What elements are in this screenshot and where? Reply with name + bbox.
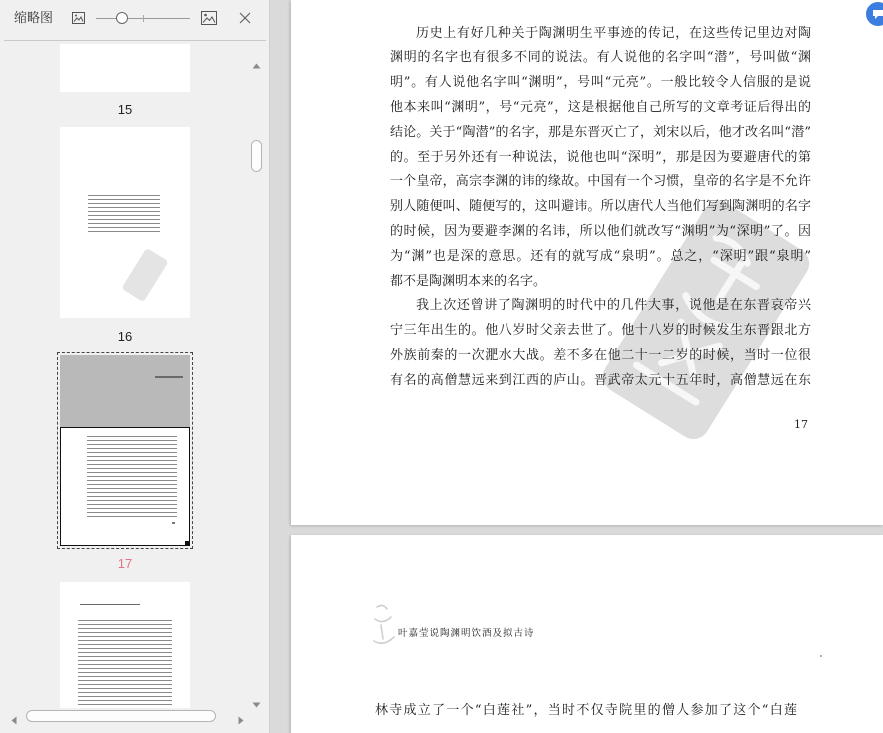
document-viewer[interactable] <box>270 0 883 733</box>
thumbnail-text-lines <box>88 195 160 232</box>
thumbnail-vertical-scrollbar[interactable] <box>250 52 263 707</box>
page-number: 17 <box>794 418 808 431</box>
viewport-resize-handle[interactable] <box>185 541 190 546</box>
thumbnail-page[interactable] <box>60 44 190 92</box>
thumbnail-running-header <box>155 376 183 378</box>
thumbnail-list <box>0 44 248 708</box>
thumbnail-page[interactable] <box>60 582 190 708</box>
thumbnail-watermark <box>121 248 168 302</box>
scroll-left-arrow-icon[interactable] <box>11 712 17 730</box>
thumbnail-label: 16 <box>117 329 133 344</box>
floating-assistant-button[interactable] <box>866 2 883 26</box>
scroll-down-arrow-icon[interactable] <box>252 695 261 713</box>
thumbnail-panel <box>0 0 270 733</box>
vertical-scroll-thumb[interactable] <box>251 140 262 172</box>
text-line: 都不是陶渊明本来的名字。 <box>390 273 547 289</box>
floating-button-clip <box>866 2 883 26</box>
thumbnail-offscreen-shade <box>60 355 190 427</box>
text-line: 结论。关于“陶潜”的名字，那是东晋灭亡了，刘宋以后，他才改名叫“潜” <box>390 124 811 140</box>
thumbnail-label-selected: 17 <box>117 556 133 571</box>
scroll-right-arrow-icon[interactable] <box>238 712 244 730</box>
text-line: 一个皇帝，高宗李渊的讳的缘故。中国有一个习惯，皇帝的名字是不允许 <box>390 174 811 190</box>
slider-thumb[interactable] <box>116 12 128 24</box>
thumbnail-size-slider[interactable] <box>96 10 190 26</box>
text-line: 历史上有好几种关于陶渊明生平事迹的传记，在这些传记里边对陶 <box>416 25 811 41</box>
thumbnail-page[interactable] <box>60 127 190 318</box>
thumbnail-horizontal-scrollbar[interactable] <box>8 709 248 723</box>
header-ornament-icon <box>371 601 397 651</box>
text-line: 别人随便叫、随便写的，这叫避讳。所以唐代人当他们写到陶渊明的名字 <box>390 199 811 215</box>
document-page <box>291 0 883 525</box>
page-speck <box>820 655 822 657</box>
text-line: 为“渊”也是深的意思。还有的就写成“泉明”。总之，“深明”跟“泉明” <box>390 248 811 264</box>
image-small-icon[interactable] <box>72 12 85 24</box>
thumbnail-text-lines <box>78 620 172 708</box>
thumbnail-label: 15 <box>117 102 133 117</box>
text-line: 渊明的名字也有很多不同的说法。有人说他的名字叫“潜”，号叫做“渊 <box>390 50 811 66</box>
text-line: 我上次还曾讲了陶渊明的时代中的几件大事，说他是在东晋哀帝兴 <box>416 298 811 314</box>
panel-header-divider <box>4 40 266 41</box>
thumbnail-panel-title: 缩略图 <box>14 10 54 25</box>
image-large-icon[interactable] <box>201 11 217 25</box>
scroll-up-arrow-icon[interactable] <box>252 56 261 74</box>
text-line: 明”。有人说他名字叫“渊明”，号叫“元亮”。一般比较令人信服的是说 <box>390 75 811 91</box>
close-icon[interactable] <box>239 12 251 24</box>
text-line: 外族前秦的一次淝水大战。差不多在他二十一二岁的时候，当时一位很 <box>390 347 811 363</box>
slider-center-tick <box>143 15 144 22</box>
running-header: 叶嘉莹说陶渊明饮酒及拟古诗 <box>398 628 535 639</box>
text-line: 的时候，因为要避李渊的名讳，所以他们就改写“渊明”为“深明”了。因 <box>390 223 811 239</box>
text-line: 宁三年出生的。他八岁时父亲去世了。他十八岁的时候发生东晋跟北方 <box>390 323 811 339</box>
horizontal-scroll-thumb[interactable] <box>26 710 216 722</box>
thumbnail-running-header <box>80 604 140 605</box>
text-line: 他本来叫“渊明”，号“元亮”，这是根据他自己所写的文章考证后得出的 <box>390 99 811 115</box>
document-page <box>291 535 883 733</box>
assistant-icon <box>871 7 883 21</box>
text-line: 林寺成立了一个“白莲社”，当时不仅寺院里的僧人参加了这个“白莲 <box>375 703 797 718</box>
text-line: 有名的高僧慧远来到江西的庐山。晋武帝太元十五年时，高僧慧远在东 <box>390 372 811 388</box>
page-body-text <box>390 22 811 394</box>
thumbnail-page-current[interactable] <box>60 355 190 546</box>
text-line: 的。至于另外还有一种说法，说他也叫“深明”，那是因为要避唐代的第 <box>390 149 811 165</box>
thumbnail-viewport-indicator[interactable] <box>60 427 190 546</box>
